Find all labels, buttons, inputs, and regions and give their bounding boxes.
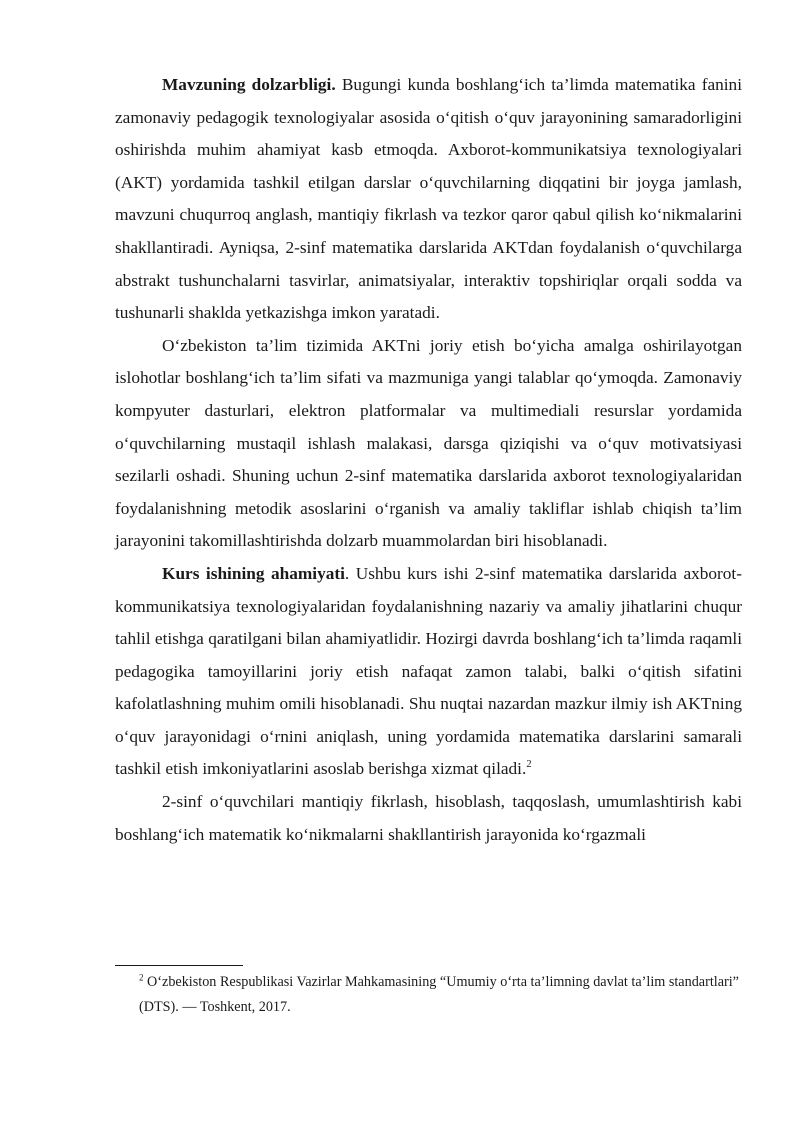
paragraph-text: . Ushbu kurs ishi 2-sinf matematika darslarida axborot-kommunikatsiya texnologiyalaridan foydalanishning nazariy va amaliy jihatlarini chuqur tahlil etishga qaratilgani bilan ahamiyatlidir. Hozirgi davrda boshlang‘ich ta’limda raqamli pedagogika tamoyillarini joriy etish nafaqat zamon talabi, balki o‘qitish sifatini kafolatlashning muhim omili hisoblanadi. Shu nuqtai nazardan mazkur ilmiy ish AKTning o‘quv jarayonidagi o‘rnini aniqlash, uning yordamida matematika darslarini samarali tashkil etish imkoniyatlarini asoslab berishga xizmat qiladi. [115,563,742,779]
paragraph-reforms [115,330,742,558]
body-text [115,69,742,851]
footnote-text: O‘zbekiston Respublikasi Vazirlar Mahkamasining “Umumiy o‘rta ta’limning davlat ta’lim standartlari” (DTS). — Toshkent, 2017. [139,974,739,1015]
footnote-separator [115,965,243,966]
paragraph-significance [115,558,742,786]
paragraph-relevance [115,69,742,330]
paragraph-lead: Kurs ishining ahamiyati [162,563,345,583]
footnote-marker: 2 [139,972,144,983]
paragraph-lead: Mavzuning dolzarbligi. [162,75,336,94]
footnote-reference[interactable]: 2 [526,759,532,771]
paragraph-skills [115,786,742,851]
paragraph-text: 2-sinf o‘quvchilari mantiqiy fikrlash, hisoblash, taqqoslash, umumlashtirish kabi boshlang‘ich matematik ko‘nikmalarni shakllantirish jarayonida ko‘rgazmali [115,792,742,844]
paragraph-text: O‘zbekiston ta’lim tizimida AKTni joriy etish bo‘yicha amalga oshirilayotgan islohotlar boshlang‘ich ta’lim sifati va mazmuniga yangi talablar qo‘ymoqda. Zamonaviy kompyuter dasturlari, elektron platformalar va multimediali resurslar yordamida o‘quvchilarning mustaqil ishlash malakasi, darsga qiziqishi va o‘quv motivatsiyasi sezilarli oshadi. Shuning uchun 2-sinf matematika darslarida axborot texnologiyalaridan foydalanishning metodik asoslarini o‘rganish va amaliy takliflar ishlab chiqish ta’lim jarayonini takomillashtirishda dolzarb muammolardan biri hisoblanadi. [115,335,742,551]
paragraph-text: Bugungi kunda boshlang‘ich ta’limda matematika fanini zamonaviy pedagogik texnologiyalar asosida o‘qitish o‘quv jarayonining samaradorligini oshirishda muhim ahamiyat kasb etmoqda. Axborot-kommunikatsiya texnologiyalari (AKT) yordamida tashkil etilgan darslar o‘quvchilarning diqqatini bir joyga jamlash, mavzuni chuqurroq anglash, mantiqiy fikrlash va tezkor qaror qabul qilish ko‘nikmalarini shakllantiradi. Ayniqsa, 2-sinf matematika darslarida AKTdan foydalanish o‘quvchilarga abstrakt tushunchalarni tasvirlar, animatsiyalar, interaktiv topshiriqlar orqali sodda va tushunarli shaklda yetkazishga imkon yaratadi. [115,75,743,323]
footnote [139,970,742,1020]
